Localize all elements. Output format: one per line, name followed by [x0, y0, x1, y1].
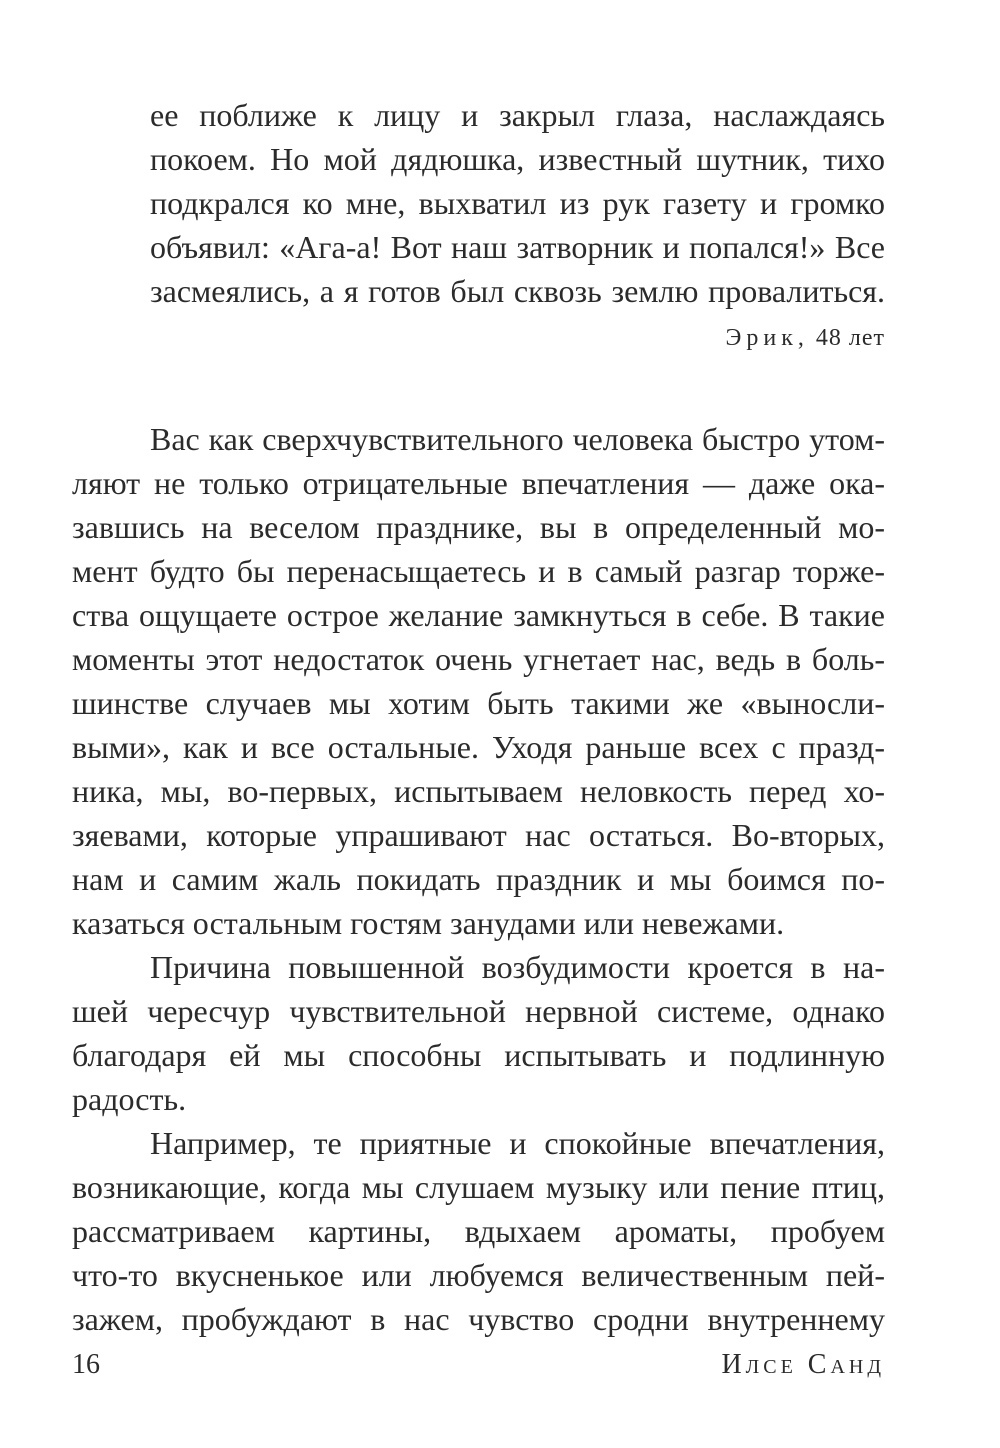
quote-line: засмеялись, а я готов был сквозь землю провалиться. — [150, 273, 885, 309]
quote-line: объявил: «Ага-а! Вот наш затворник и попался!» Все — [150, 229, 885, 265]
body-line: ства ощущаете острое желание замкнуться в себе. В такие — [72, 597, 885, 633]
body-line: зажем, пробуждают в нас чувство сродни внутреннему — [72, 1301, 885, 1337]
body-line: рассматриваем картины, вдыхаем ароматы, пробуем — [72, 1213, 885, 1249]
body-line: Например, те приятные и спокойные впечатления, — [150, 1125, 885, 1161]
quote-attribution — [726, 320, 885, 356]
body-line: моменты этот недостаток очень угнетает нас, ведь в боль- — [72, 641, 885, 677]
quote-line: подкрался ко мне, выхватил из рук газету и громко — [150, 185, 885, 221]
body-line: что-то вкусненькое или любуемся величественным пей- — [72, 1257, 885, 1293]
body-line: завшись на веселом празднике, вы в определенный мо- — [72, 509, 885, 545]
body-line: зяевами, которые упрашивают нас остаться. Во-вторых, — [72, 817, 885, 853]
body-line: ляют не только отрицательные впечатления — даже ока- — [72, 465, 885, 501]
attribution-name: Эрик, — [725, 325, 809, 351]
body-line: выми», как и все остальные. Уходя раньше всех с празд- — [72, 729, 885, 765]
body-line: шинстве случаев мы хотим быть такими же «выносли- — [72, 685, 885, 721]
running-footer-author: Илсе Санд — [721, 1349, 885, 1380]
body-line: радость. — [72, 1081, 187, 1117]
body-line: шей чересчур чувствительной нервной системе, однако — [72, 993, 885, 1029]
body-line: благодаря ей мы способны испытывать и подлинную — [72, 1037, 885, 1073]
quote-line: покоем. Но мой дядюшка, известный шутник, тихо — [150, 141, 885, 177]
body-line: возникающие, когда мы слушаем музыку или пение птиц, — [72, 1169, 885, 1205]
quote-line: ее поближе к лицу и закрыл глаза, наслаждаясь — [150, 97, 885, 133]
body-line: нам и самим жаль покидать праздник и мы боимся по- — [72, 861, 885, 897]
page-number: 16 — [72, 1349, 100, 1380]
body-line: Вас как сверхчувствительного человека быстро утом- — [150, 421, 885, 457]
body-line: ника, мы, во-первых, испытываем неловкость перед хо- — [72, 773, 885, 809]
body-line: мент будто бы перенасыщаетесь и в самый разгар торже- — [72, 553, 885, 589]
attribution-age: 48 лет — [815, 325, 885, 351]
body-line: Причина повышенной возбудимости кроется в на- — [150, 949, 885, 985]
body-line: казаться остальным гостям занудами или невежами. — [72, 905, 785, 941]
